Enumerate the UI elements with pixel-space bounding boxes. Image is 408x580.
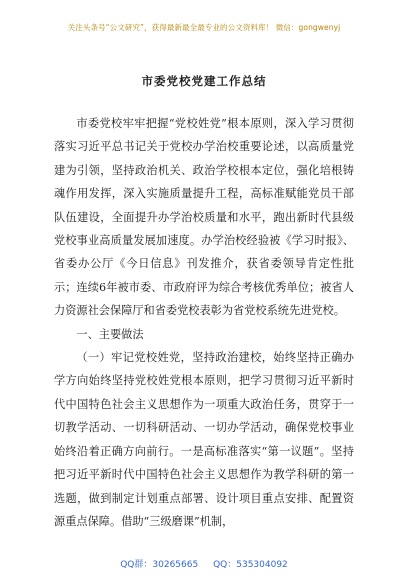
footer-qq: QQ：535304092: [213, 560, 288, 570]
section-paragraph: （一）牢记党校姓党，坚持政治建校，始终坚持正确办学方向始终坚持党校姓党根本原则，把学习贯彻习近平新时代中国特色社会主义思想作为一项重大政治任务，贯穿于一切教学活动、一切科研活动、一切办学活动，确保党校事业始终沿着正确方向前行。一是高标准落实“第一议题”。坚持把习近平新时代中国特色社会主义思想作为教学科研的第一选题，做到制定计划重点部署、设计项目重点安排、配置资源重点保障。借助“三级磨课”机制，: [54, 351, 354, 528]
footer: [0, 557, 408, 570]
section-heading: 一、主要做法: [76, 327, 144, 341]
footer-qq-group: QQ群：30265665: [120, 560, 199, 570]
document-title: 市委党校党建工作总结: [141, 74, 267, 88]
header-note: 关注头条号“公文研究”，获得最新最全最专业的公文资料库！ 微信：gongwenyj: [67, 23, 341, 32]
intro-paragraph: 市委党校牢牢把握“党校姓党”根本原则，深入学习贯彻落实习近平总书记关于党校办学治校重要论述，以高质量党建为引领，坚持政治机关、政治学校根本定位，强化培根铸魂作用发挥，深入实施质量提升工程，高标准赋能党员干部队伍建设，全面提升办学治校质量和水平，跑出新时代县级党校事业高质量发展加速度。办学治校经验被《学习时报》、省委办公厅《今日信息》刊发推介，获省委领导肯定性批示；连续6年被市委、市政府评为综合考核优秀单位；被省人力资源社会保障厅和省委党校表彰为省党校系统先进党校。: [54, 117, 354, 318]
document-body: [54, 112, 354, 533]
